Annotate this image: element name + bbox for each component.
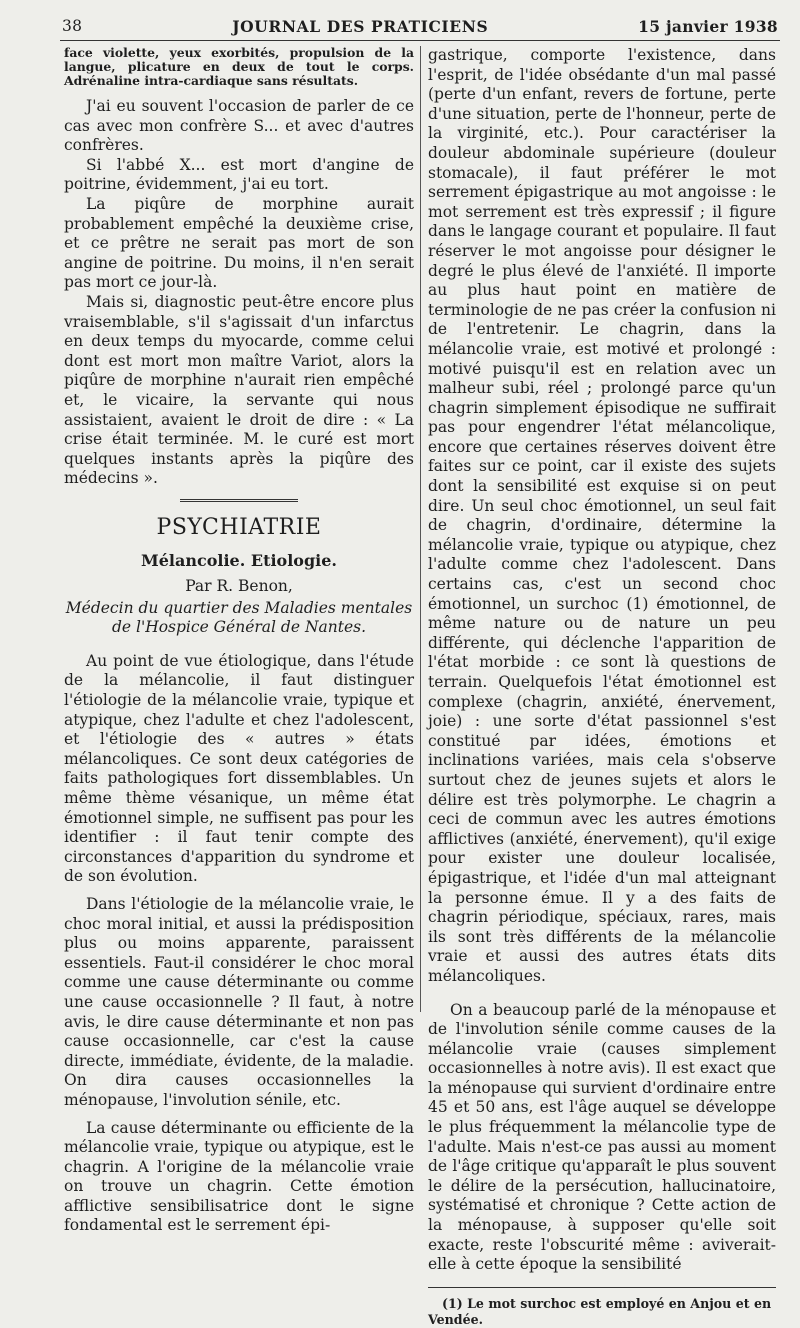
footnote-rule	[428, 1287, 776, 1288]
paragraph: La cause déterminante ou efficiente de la mélancolie vraie, typique ou atypique, est le chagrin. A l'origine de la mélancolie vraie on trouve un chagrin. Cette émotion afflictive sensibilisatrice dont le signe fondamental est le serrement épi-	[64, 1118, 414, 1235]
affiliation-line: Médecin du quartier des Maladies mentales	[65, 598, 413, 617]
paragraph: On a beaucoup parlé de la ménopause et de l'involution sénile comme causes de la mélancolie vraie (causes simplement occasionnelles à notre avis). Il est exact que la ménopause qui survient d'ordinaire entre 45 et 50 ans, est l'âge auquel se développe le plus fréquemment la mélancolie type de l'adulte. Mais n'est-ce pas aussi au moment de l'âge critique qu'apparaît le plus souvent le délire de la persécution, hallucinatoire, systématisé et chronique ? Cette action de la ménopause, à supposer qu'elle soit exacte, reste l'obscurité même : aviverait-elle à cette époque la sensibilité	[428, 1000, 776, 1274]
author-affiliation	[64, 599, 414, 638]
paragraph: La piqûre de morphine aurait probablement empêché la deuxième crise, et ce prêtre ne serait pas mort de son angine de poitrine. Du moins, il n'en serait pas mort ce jour-là.	[64, 194, 414, 292]
page-number: 38	[62, 17, 83, 35]
running-header	[62, 12, 778, 40]
left-column	[64, 45, 414, 1235]
paragraph: Mais si, diagnostic peut-être encore plus vraisemblable, s'il s'agissait d'un infarctus en deux temps du myocarde, comme celui dont est mort mon maître Variot, alors la piqûre de morphine n'aurait rien empêché et, le vicaire, la servante qui nous assistaient, avaient le droit de dire : « La crise était terminée. M. le curé est mort quelques instants après la piqûre des médecins ».	[64, 292, 414, 488]
right-column	[428, 46, 776, 1327]
issue-date: 15 janvier 1938	[638, 16, 778, 36]
paragraph: J'ai eu souvent l'occasion de parler de ce cas avec mon confrère S... et avec d'autres confrères.	[64, 97, 414, 155]
paragraph: gastrique, comporte l'existence, dans l'esprit, de l'idée obsédante d'un mal passé (perte d'un enfant, revers de fortune, perte d'une situation, perte de l'honneur, perte de la virginité, etc.). Pour caractériser la douleur abdominale supérieure (douleur stomacale), il faut préférer le mot serrement épigastrique au mot angoisse : le mot serrement est très expressif ; il figure dans le langage courant et populaire. Il faut réserver le mot angoisse pour désigner le degré le plus élevé de l'anxiété. Il importe au plus haut point en matière de terminologie de ne pas créer la confusion ni de l'entretenir. Le chagrin, dans la mélancolie vraie, est motivé et prolongé : motivé puisqu'il est en relation avec un malheur subi, réel ; prolongé parce qu'un chagrin simplement épisodique ne suffirait pas pour engendrer l'état mélancolique, encore que certaines réserves doivent être faites sur ce point, car il existe des sujets dont la sensibilité est exquise si on peut dire. Un seul choc émotionnel, un seul fait de chagrin, d'ordinaire, détermine la mélancolie vraie, typique ou atypique, chez l'adulte comme chez l'adolescent. Dans certains cas, c'est un second choc émotionnel, un surchoc (1) émotionnel, de même nature ou de nature un peu différente, qui déclenche l'apparition de l'état morbide : ce sont là questions de terrain. Quelquefois l'état émotionnel est complexe (chagrin, anxiété, énervement, joie) : une sorte d'état passionnel s'est constitué par idées, émotions et inclinations variées, mais cela s'observe surtout chez de jeunes sujets et alors le délire est très polymorphe. Le chagrin a ceci de commun avec les autres émotions afflictives (anxiété, énervement), qu'il exige pour exister une douleur localisée, épigastrique, et l'idée d'un mal atteignant la personne émue. Il y a des faits de chagrin périodique, spéciaux, rares, mais ils sont très différents de la mélancolie vraie et aussi des autres états dits mélancoliques.	[428, 46, 776, 985]
header-rule	[60, 40, 780, 41]
paragraph: Dans l'étiologie de la mélancolie vraie, le choc moral initial, et aussi la prédisposition plus ou moins apparente, paraissent essentiels. Faut-il considérer le choc moral comme une cause déterminante ou comme une cause occasionnelle ? Il faut, à notre avis, le dire cause déterminante et non pas cause occasionnelle, car c'est la cause directe, immédiate, évidente, de la maladie. On dira causes occasionnelles la ménopause, l'involution sénile, etc.	[64, 894, 414, 1109]
section-title: PSYCHIATRIE	[156, 514, 322, 540]
column-divider	[420, 46, 421, 1012]
paragraph: Au point de vue étiologique, dans l'étude de la mélancolie, il faut distinguer l'étiologie de la mélancolie vraie, typique et atypique, chez l'adulte et chez l'adolescent, et l'étiologie des « autres » états mélancoliques. Ce sont deux catégories de faits pathologiques fort dissemblables. Un même thème vésanique, un même état émotionnel simple, ne suffisent pas pour les identifier : il faut tenir compte des circonstances d'apparition du syndrome et de son évolution.	[64, 651, 414, 886]
article-byline: Par R. Benon,	[185, 577, 293, 596]
section-rule	[180, 499, 298, 504]
affiliation-line: de l'Hospice Général de Nantes.	[111, 618, 367, 637]
previous-article-tail: face violette, yeux exorbités, propulsion de la langue, plicature en deux de tout le corps. Adrénaline intra-cardiaque sans résultats.	[64, 45, 414, 88]
journal-name: JOURNAL DES PRATICIENS	[232, 16, 489, 36]
paragraph: Si l'abbé X... est mort d'angine de poitrine, évidemment, j'ai eu tort.	[64, 155, 414, 194]
article-title: Mélancolie. Etiologie.	[141, 551, 337, 571]
footnote: (1) Le mot surchoc est employé en Anjou et en Vendée.	[428, 1295, 772, 1327]
